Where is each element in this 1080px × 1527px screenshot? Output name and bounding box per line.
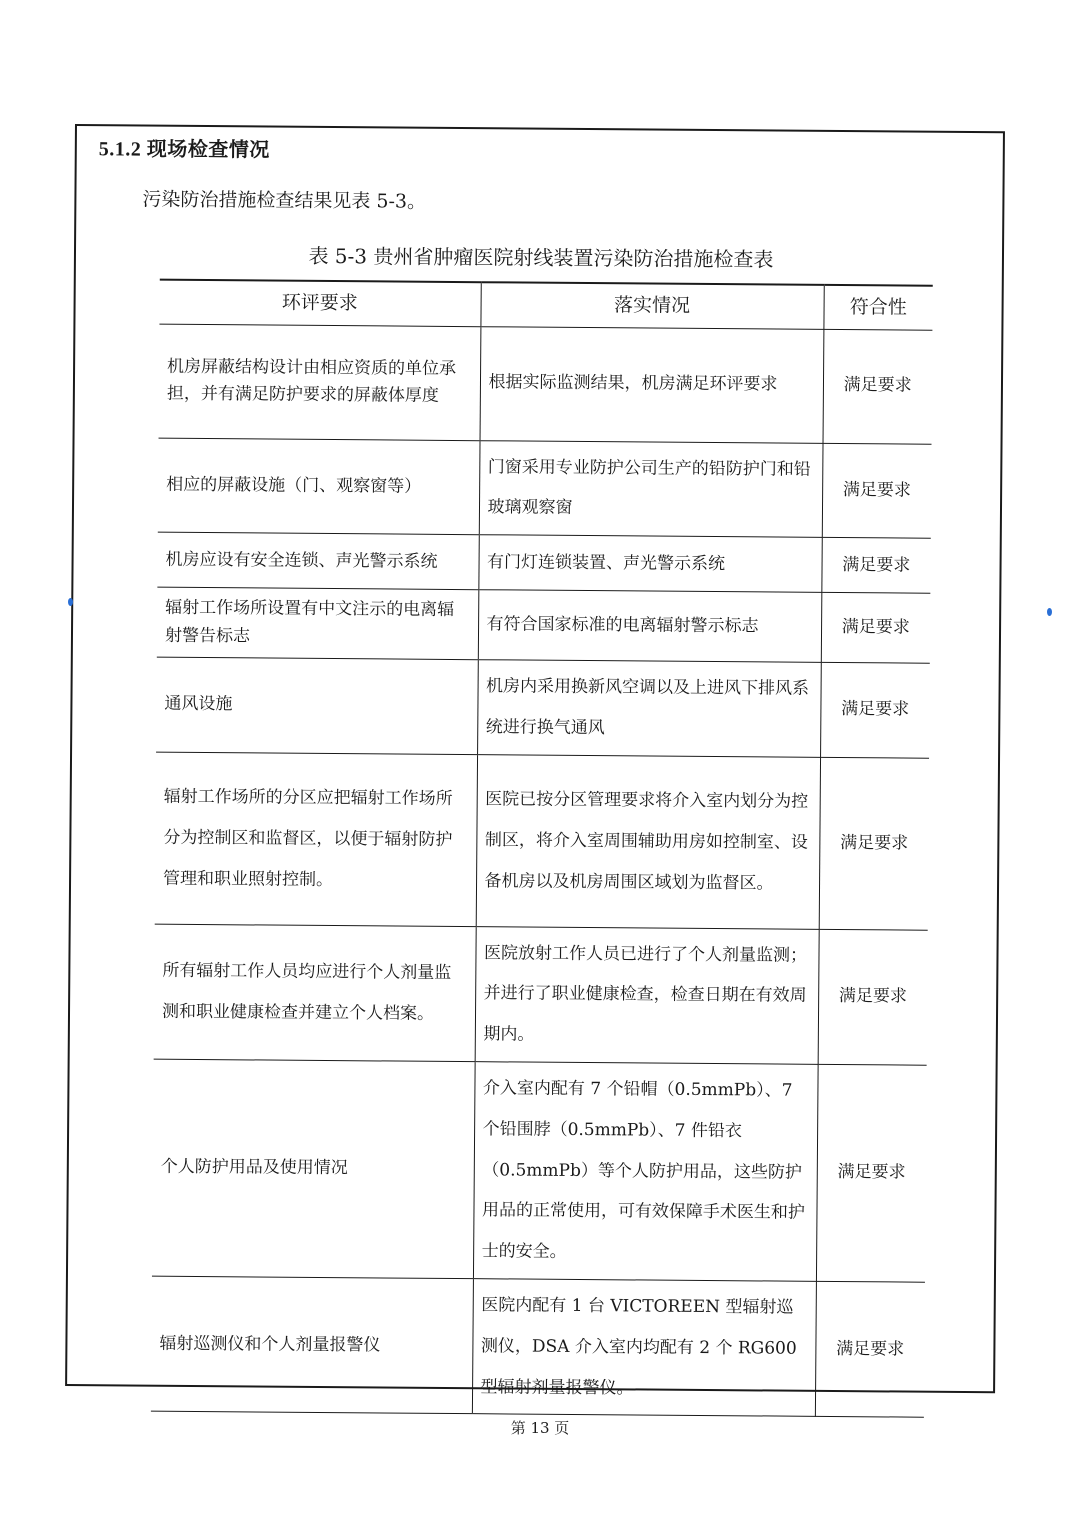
compliance-cell: 满足要求 xyxy=(815,1281,925,1417)
header-requirement: 环评要求 xyxy=(159,280,480,327)
implementation-cell: 医院内配有 1 台 VICTOREEN 型辐射巡测仪，DSA 介入室内均配有 2 个 RG600 型辐射剂量报警仪。 xyxy=(472,1279,816,1417)
compliance-cell: 满足要求 xyxy=(816,1064,927,1282)
section-number: 5.1.2 xyxy=(98,138,142,161)
requirement-cell: 机房应设有安全连锁、声光警示系统 xyxy=(157,532,478,590)
implementation-cell: 根据实际监测结果，机房满足环评要求 xyxy=(480,326,824,443)
compliance-cell: 满足要求 xyxy=(823,329,933,444)
requirement-cell: 所有辐射工作人员均应进行个人剂量监测和职业健康检查并建立个人档案。 xyxy=(154,924,476,1062)
requirement-cell: 个人防护用品及使用情况 xyxy=(152,1059,475,1278)
table-row xyxy=(158,438,932,539)
requirement-cell: 辐射工作场所设置有中文注示的电离辐射警告标志 xyxy=(157,587,479,660)
compliance-cell: 满足要求 xyxy=(821,537,930,593)
requirement-cell: 辐射工作场所的分区应把辐射工作场所分为控制区和监督区，以便于辐射防护管理和职业照射控制。 xyxy=(155,752,477,927)
section-title: 现场检查情况 xyxy=(146,138,270,162)
header-compliance: 符合性 xyxy=(823,285,932,330)
table-row xyxy=(157,532,930,593)
compliance-cell: 满足要求 xyxy=(819,757,929,930)
table-row xyxy=(155,752,929,930)
implementation-cell: 有符合国家标准的电离辐射警示标志 xyxy=(478,590,822,663)
compliance-cell: 满足要求 xyxy=(818,929,928,1065)
compliance-cell: 满足要求 xyxy=(821,592,931,663)
page-number: 第 13 页 xyxy=(510,1419,570,1437)
scan-mark-right xyxy=(1047,608,1052,616)
implementation-cell: 医院放射工作人员已进行了个人剂量监测；并进行了职业健康检查，检查日期在有效周期内。 xyxy=(475,926,819,1064)
implementation-cell: 机房内采用换新风空调以及上进风下排风系统进行换气通风 xyxy=(477,660,821,757)
requirement-cell: 通风设施 xyxy=(156,657,478,754)
implementation-cell: 门窗采用专业防护公司生产的铅防护门和铅玻璃观察窗 xyxy=(479,440,823,537)
table-header-row xyxy=(159,280,932,330)
table-row xyxy=(156,657,930,758)
table-row xyxy=(154,924,928,1065)
table-caption: 表 5-3 贵州省肿瘤医院射线装置污染防治措施检查表 xyxy=(308,243,774,272)
intro-paragraph: 污染防治措施检查结果见表 5-3。 xyxy=(142,188,427,213)
requirement-cell: 相应的屏蔽设施（门、观察窗等） xyxy=(158,438,480,535)
inspection-table xyxy=(151,279,933,1418)
implementation-cell: 有门灯连锁装置、声光警示系统 xyxy=(478,535,821,593)
table-row xyxy=(151,1276,925,1417)
table-row xyxy=(152,1059,927,1282)
document-frame xyxy=(65,124,1005,1399)
implementation-cell: 医院已按分区管理要求将介入室内划分为控制区，将介入室周围辅助用房如控制室、设备机房以及机房周围区域划为监督区。 xyxy=(476,754,820,929)
compliance-cell: 满足要求 xyxy=(822,443,932,538)
table-row xyxy=(159,324,933,444)
implementation-cell: 介入室内配有 7 个铅帽（0.5mmPb）、7 个铅围脖（0.5mmPb）、7 件铅衣（0.5mmPb）等个人防护用品，这些防护用品的正常使用，可有效保障手术医生和护士的安全。 xyxy=(473,1062,818,1282)
compliance-cell: 满足要求 xyxy=(820,662,930,757)
section-heading xyxy=(99,132,270,162)
header-implementation: 落实情况 xyxy=(480,282,823,329)
scan-mark-left xyxy=(68,598,73,606)
requirement-cell: 机房屏蔽结构设计由相应资质的单位承担，并有满足防护要求的屏蔽体厚度 xyxy=(159,324,481,441)
requirement-cell: 辐射巡测仪和个人剂量报警仪 xyxy=(151,1276,473,1414)
table-row xyxy=(157,587,931,663)
